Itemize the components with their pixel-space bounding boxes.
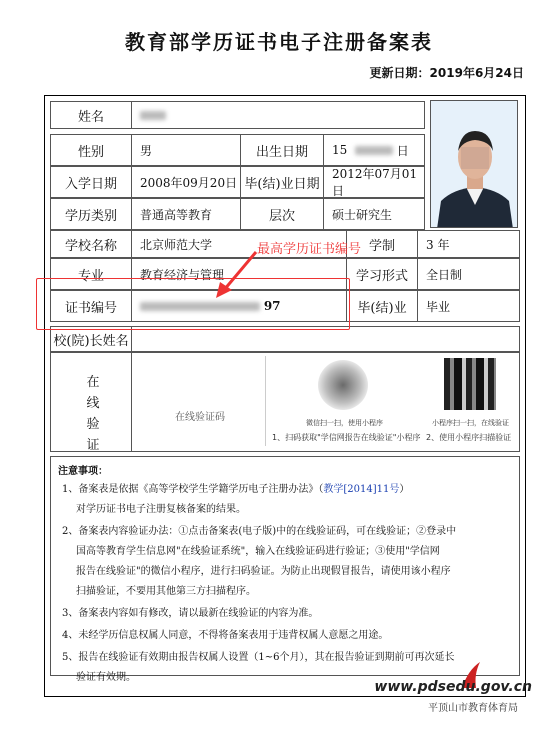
level-label: 层次 bbox=[240, 198, 324, 230]
note-2d: 扫描验证，不要用其他第三方扫描程序。 bbox=[76, 586, 256, 597]
cert-no-label: 证书编号 bbox=[50, 290, 132, 322]
note-2b: 国高等教育学生信息网"在线验证系统"，输入在线验证码进行验证；③使用"学信网 bbox=[76, 546, 440, 557]
school-value: 北京师范大学 bbox=[131, 230, 347, 258]
duration-value: 3 年 bbox=[417, 230, 520, 258]
study-form-label: 学习形式 bbox=[346, 258, 418, 290]
page-title: 教育部学历证书电子注册备案表 bbox=[125, 30, 433, 54]
cert-no-value: 97 bbox=[131, 290, 347, 322]
grad-label: 毕(结)业 bbox=[346, 290, 418, 322]
note-2c: 报告在线验证"的微信小程序，进行扫码验证。为防止出现假冒报告，请使用该小程序 bbox=[76, 566, 451, 577]
verify-code-link[interactable]: 在线验证码 bbox=[175, 412, 225, 423]
regulation-link[interactable]: 教学[2014]11号 bbox=[323, 484, 400, 495]
qr1-caption: 1、扫码获取"学信网报告在线验证"小程序 bbox=[272, 433, 421, 442]
study-form-value: 全日制 bbox=[417, 258, 520, 290]
watermark-org: 平顶山市教育体育局 bbox=[428, 703, 518, 714]
grad-date-label: 毕(结)业日期 bbox=[240, 166, 324, 198]
name-label: 姓名 bbox=[50, 101, 132, 129]
note-1b: 对学历证书电子注册复核备案的结果。 bbox=[76, 504, 246, 515]
birth-label: 出生日期 bbox=[240, 134, 324, 166]
qr2-caption: 2、使用小程序扫描验证 bbox=[426, 433, 512, 442]
school-label: 学校名称 bbox=[50, 230, 132, 258]
qr1-small-text: 微信扫一扫，使用小程序 bbox=[306, 419, 383, 427]
verify-label: 在线验证 bbox=[86, 375, 100, 453]
note-3: 3、备案表内容如有修改，请以最新在线验证的内容为准。 bbox=[62, 608, 319, 619]
notes-title: 注意事项： bbox=[58, 466, 108, 477]
note-1: 1、备案表是依据《高等学校学生学籍学历电子注册办法》（教学[2014]11号） bbox=[62, 484, 410, 495]
edu-type-value: 普通高等教育 bbox=[131, 198, 241, 230]
level-value: 硕士研究生 bbox=[323, 198, 425, 230]
update-date: 更新日期：2019年6月24日 bbox=[369, 66, 524, 80]
annotation-label: 最高学历证书编号 bbox=[257, 242, 362, 257]
note-4: 4、未经学历信息权属人同意，不得将备案表用于违背权属人意愿之用途。 bbox=[62, 630, 389, 641]
grad-value: 毕业 bbox=[417, 290, 520, 322]
edu-type-label: 学历类别 bbox=[50, 198, 132, 230]
duration-label: 学制 bbox=[346, 230, 418, 258]
gender-label: 性别 bbox=[50, 134, 132, 166]
enroll-value: 2008年09月20日 bbox=[131, 166, 241, 198]
note-5: 5、报告在线验证有效期由报告权属人设置（1~6个月），其在报告验证到期前可再次延长 bbox=[62, 652, 455, 663]
note-5b: 验证有效期。 bbox=[76, 672, 136, 683]
watermark-url: www.pdsedu.gov.cn bbox=[374, 679, 532, 695]
birth-value: 15 日 bbox=[323, 134, 425, 166]
qr2-small-text: 小程序扫一扫，在线验证 bbox=[432, 419, 509, 427]
note-2: 2、备案表内容验证办法：①点击备案表(电子版)中的在线验证码，可在线验证；②登录中 bbox=[62, 526, 457, 537]
major-value: 教育经济与管理 bbox=[131, 258, 347, 290]
major-label: 专业 bbox=[50, 258, 132, 290]
president-label: 校(院)长姓名 bbox=[50, 326, 132, 352]
grad-date-value: 2012年07月01日 bbox=[323, 166, 425, 198]
gender-value: 男 bbox=[131, 134, 241, 166]
enroll-label: 入学日期 bbox=[50, 166, 132, 198]
